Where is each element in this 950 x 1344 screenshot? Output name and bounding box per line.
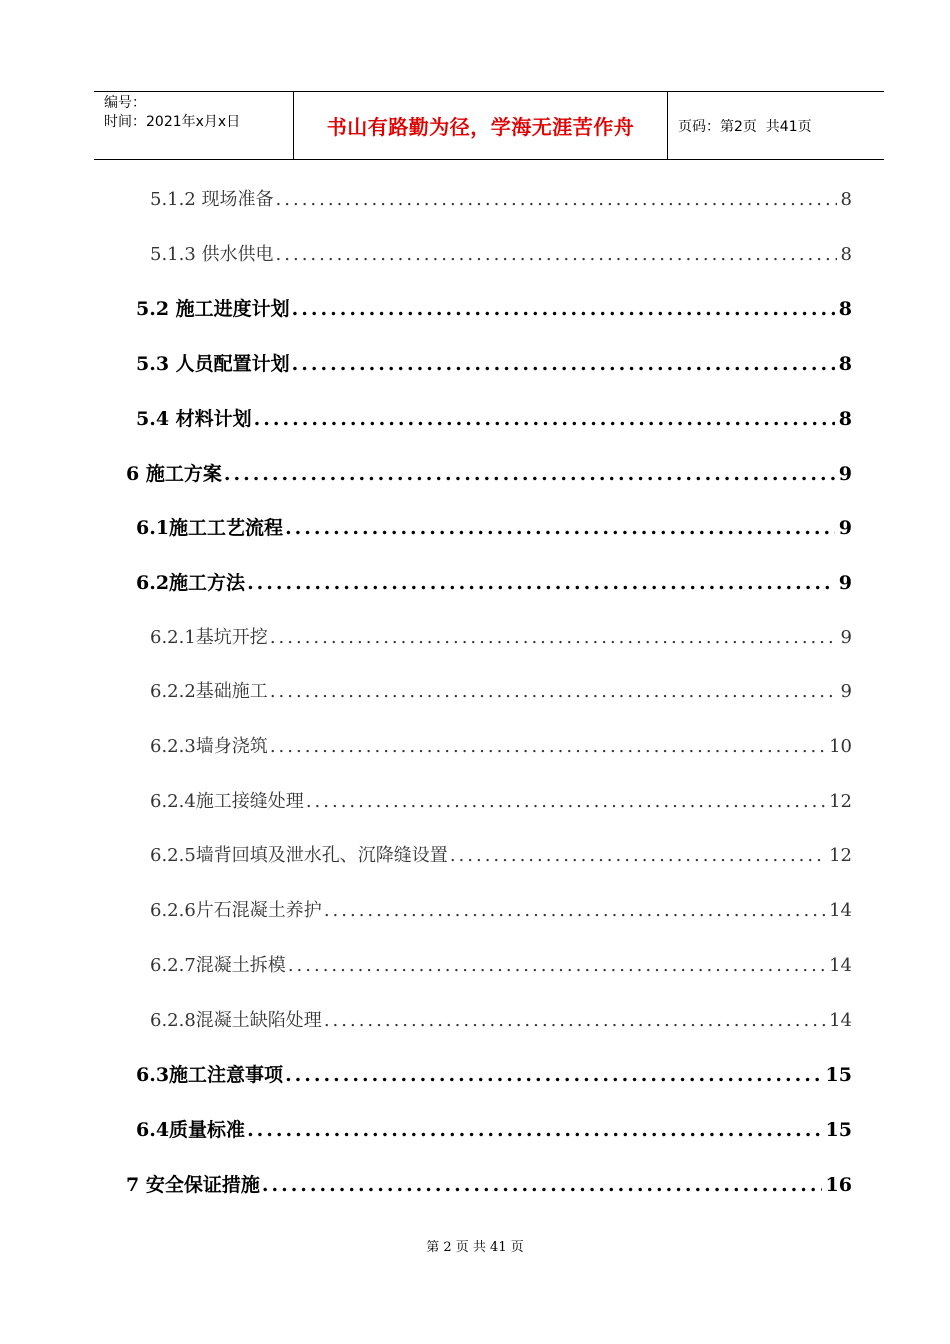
toc-entry[interactable]: [150, 677, 852, 705]
toc-entry-title: 6.2.7混凝土拆模: [150, 955, 286, 976]
toc-entry-page: 14: [829, 955, 852, 976]
toc-entry[interactable]: [150, 1006, 852, 1034]
toc-leader-dots: [270, 736, 825, 757]
toc-entry-title: 5.4 材料计划: [136, 408, 252, 430]
toc-entry-page: 15: [825, 1119, 852, 1141]
toc-entry[interactable]: [136, 568, 852, 596]
toc-leader-dots: [285, 1064, 821, 1086]
toc-entry-title: 5.1.3 供水供电: [150, 244, 274, 265]
toc-entry-title: 6.2.3墙身浇筑: [150, 736, 268, 757]
toc-entry-page: 14: [829, 900, 852, 921]
toc-entry-title: 6.2.1基坑开挖: [150, 627, 268, 648]
toc-leader-dots: [285, 517, 835, 539]
toc-leader-dots: [254, 408, 835, 430]
toc-leader-dots: [247, 572, 835, 594]
toc-entry-title: 6.2.4施工接缝处理: [150, 791, 304, 812]
toc-entry[interactable]: [150, 896, 852, 924]
toc-entry-page: 14: [829, 1010, 852, 1031]
toc-entry[interactable]: [150, 185, 852, 213]
toc-entry-page: 9: [840, 681, 852, 702]
toc-entry[interactable]: [136, 404, 852, 432]
toc-leader-dots: [276, 244, 837, 265]
toc-leader-dots: [292, 298, 835, 320]
toc-entry-title: 5.3 人员配置计划: [136, 353, 290, 375]
page-header: [94, 91, 884, 160]
toc-entry[interactable]: [126, 1170, 852, 1198]
toc-leader-dots: [270, 681, 837, 702]
toc-leader-dots: [324, 900, 825, 921]
toc-entry-page: 8: [838, 298, 852, 320]
toc-entry[interactable]: [136, 1060, 852, 1088]
toc-entry-page: 15: [825, 1064, 852, 1086]
toc-entry-title: 6.2.2基础施工: [150, 681, 268, 702]
toc-entry-page: 8: [838, 408, 852, 430]
toc-entry-page: 16: [825, 1174, 852, 1196]
header-page-info: 页码：第2页 共41页: [678, 118, 812, 135]
toc-leader-dots: [276, 189, 837, 210]
toc-entry-page: 9: [840, 627, 852, 648]
toc-entry[interactable]: [136, 349, 852, 377]
toc-leader-dots: [270, 627, 837, 648]
toc-leader-dots: [288, 955, 825, 976]
toc-leader-dots: [306, 791, 825, 812]
toc-leader-dots: [292, 353, 835, 375]
header-motto: 书山有路勤为径，学海无涯苦作舟: [294, 92, 668, 159]
toc-entry[interactable]: [136, 294, 852, 322]
toc-entry[interactable]: [150, 623, 852, 651]
toc-entry-page: 9: [838, 572, 852, 594]
toc-entry[interactable]: [136, 1115, 852, 1143]
toc-entry-title: 6.2.5墙背回填及泄水孔、沉降缝设置: [150, 845, 448, 866]
toc-leader-dots: [262, 1174, 822, 1196]
toc-entry-page: 8: [838, 353, 852, 375]
header-meta: [94, 92, 294, 159]
toc-entry-title: 6.2.6片石混凝土养护: [150, 900, 322, 921]
toc-entry-page: 8: [840, 244, 852, 265]
toc-entry[interactable]: [150, 732, 852, 760]
toc-entry-title: 6.3施工注意事项: [136, 1064, 284, 1086]
toc-entry-page: 10: [829, 736, 852, 757]
document-code-label: 编号：: [104, 95, 146, 111]
toc-entry[interactable]: [136, 513, 852, 541]
toc-leader-dots: [224, 463, 835, 485]
toc-entry-page: 9: [838, 463, 852, 485]
toc-leader-dots: [247, 1119, 821, 1141]
toc-entry-title: 6 施工方案: [126, 463, 222, 485]
toc-leader-dots: [450, 845, 825, 866]
toc-entry[interactable]: [126, 459, 852, 487]
toc-entry-title: 6.1施工工艺流程: [136, 517, 284, 539]
toc-entry-page: 12: [829, 845, 852, 866]
toc-entry-page: 12: [829, 791, 852, 812]
page-footer: 第 2 页 共 41 页: [426, 1240, 524, 1255]
document-time: 时间：2021年x月x日: [104, 114, 241, 130]
toc-entry-page: 8: [840, 189, 852, 210]
toc-entry[interactable]: [150, 787, 852, 815]
toc-entry[interactable]: [150, 951, 852, 979]
toc-entry[interactable]: [150, 841, 852, 869]
toc-entry[interactable]: [150, 240, 852, 268]
toc-entry-title: 6.2施工方法: [136, 572, 246, 594]
toc-leader-dots: [324, 1010, 825, 1031]
toc-entry-title: 6.4质量标准: [136, 1119, 246, 1141]
toc-entry-title: 7 安全保证措施: [126, 1174, 260, 1196]
toc-entry-title: 5.2 施工进度计划: [136, 298, 290, 320]
toc-entry-title: 5.1.2 现场准备: [150, 189, 274, 210]
toc-entry-title: 6.2.8混凝土缺陷处理: [150, 1010, 322, 1031]
toc-entry-page: 9: [838, 517, 852, 539]
